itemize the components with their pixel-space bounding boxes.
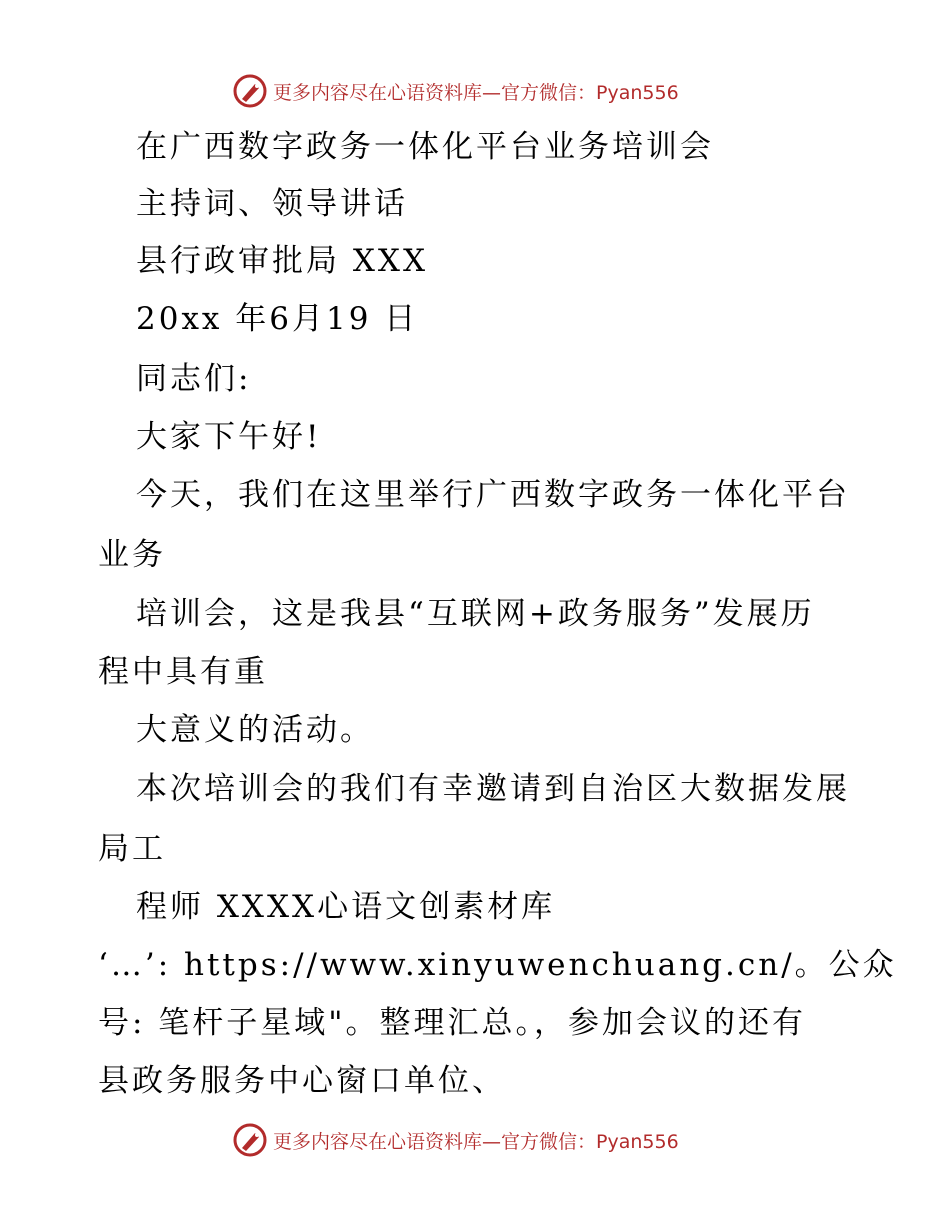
pen-logo-icon [233,1123,267,1157]
text-line: 号: 笔杆子星域"。整理汇总。，参加会议的还有 [98,1005,807,1041]
text-line: 今天，我们在这里举行广西数字政务一体化平台 [136,477,850,513]
text-line: 主持词、领导讲话 [136,186,408,222]
text-line: 县政务服务中心窗口单位、 [98,1063,506,1099]
footer-watermark [233,1120,753,1160]
text-line: 培训会，这是我县“互联网+政务服务”发展历 [136,596,815,632]
text-line: 同志们: [136,361,252,397]
text-line: 业务 [98,537,166,573]
text-line: 程中具有重 [98,654,268,690]
text-line: 大家下午好! [136,419,322,455]
text-line: ‘…’: https://www.xinyuwenchuang.cn/。公众 [98,947,897,983]
watermark-text: 更多内容尽在心语资料库—官方微信：Pyan556 [273,1130,679,1153]
text-line: 程师 XXXX心语文创素材库 [136,889,556,925]
text-line: 局工 [98,831,166,867]
watermark-text: 更多内容尽在心语资料库—官方微信：Pyan556 [273,81,679,104]
header-watermark [233,71,753,111]
text-line: 县行政审批局 XXX [136,243,429,279]
text-line: 在广西数字政务一体化平台业务培训会 [136,129,714,165]
text-line: 20xx 年6月19 日 [136,301,419,337]
text-line: 大意义的活动。 [136,712,374,748]
pen-logo-icon [233,74,267,108]
text-line: 本次培训会的我们有幸邀请到自治区大数据发展 [136,771,850,807]
